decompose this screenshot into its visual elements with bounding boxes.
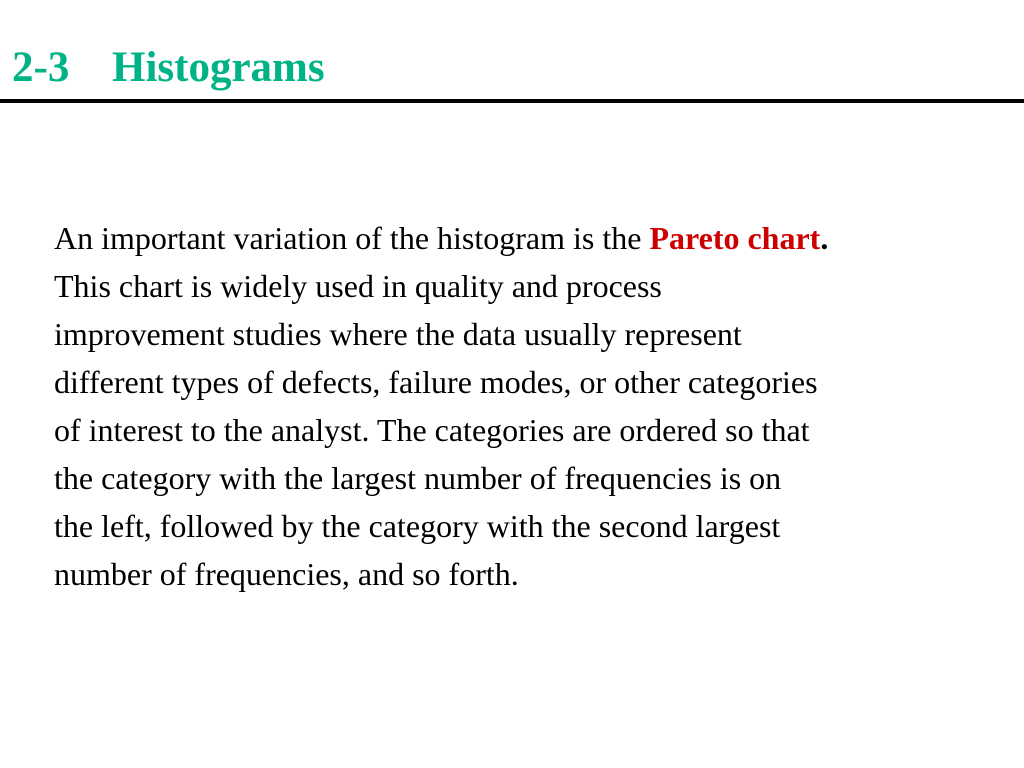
paragraph-line-1 xyxy=(54,214,1022,262)
line1-text: An important variation of the histogram is the xyxy=(54,220,650,256)
pareto-chart-term: Pareto chart xyxy=(649,220,821,256)
paragraph-line-6: the category with the largest number of frequencies is on xyxy=(54,460,782,496)
paragraph-line-3: improvement studies where the data usually represent xyxy=(54,316,742,352)
paragraph-line-8: number of frequencies, and so forth. xyxy=(54,556,519,592)
section-number: 2-3 xyxy=(12,44,70,91)
paragraph-line-7: the left, followed by the category with the second largest xyxy=(54,508,781,544)
line1-period: . xyxy=(820,220,829,256)
title-text: Histograms xyxy=(112,44,325,91)
body-paragraph xyxy=(54,214,1022,598)
slide-title xyxy=(12,40,325,96)
paragraph-line-2: This chart is widely used in quality and process xyxy=(54,268,662,304)
paragraph-line-4: different types of defects, failure modes, or other categories xyxy=(54,364,818,400)
paragraph-line-5: of interest to the analyst. The categories are ordered so that xyxy=(54,412,810,448)
title-underline xyxy=(0,99,1024,103)
